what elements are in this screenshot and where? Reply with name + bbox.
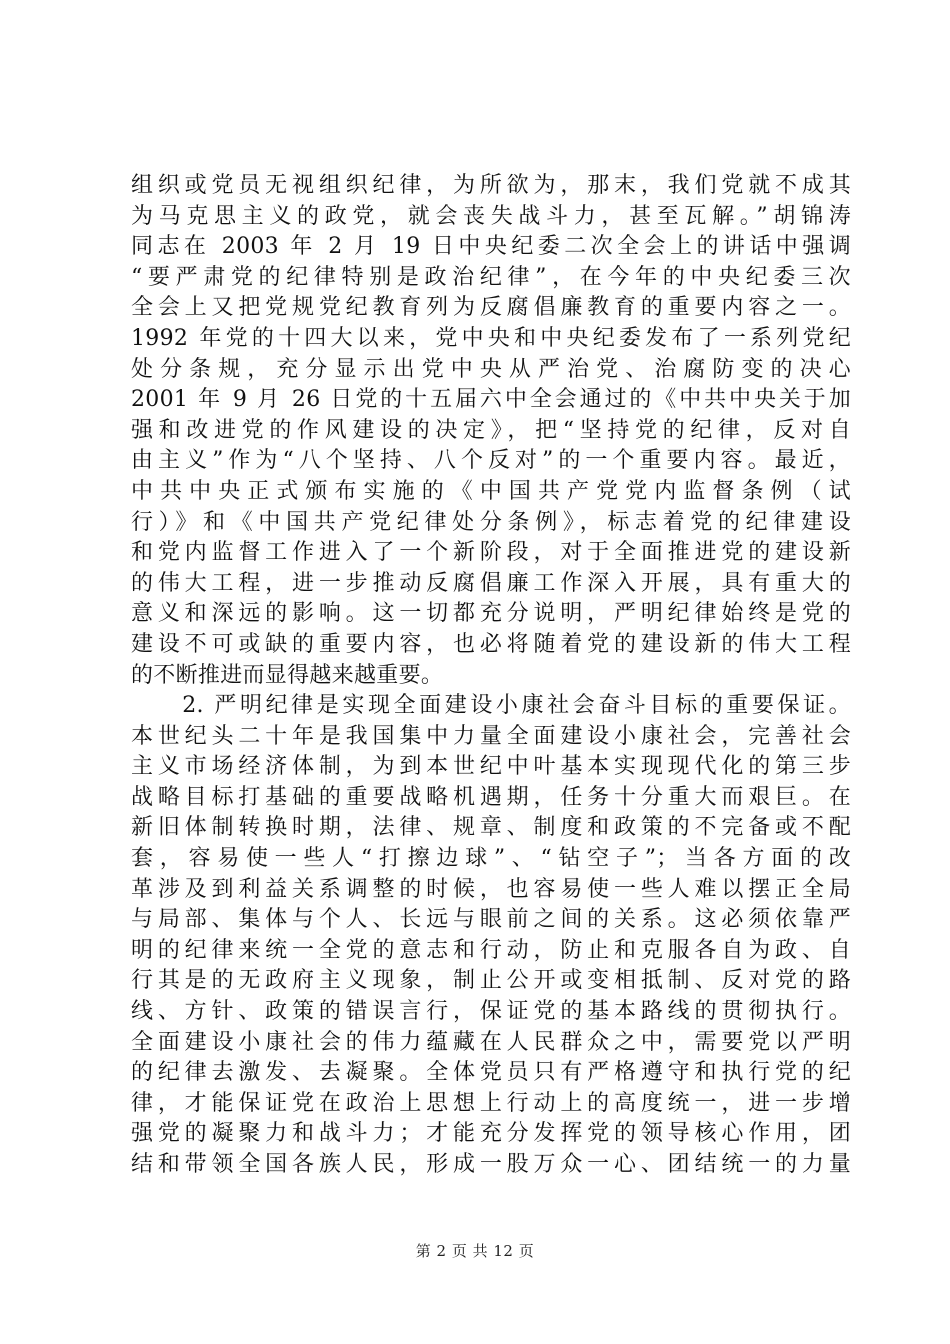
text-line: 战略目标打基础的重要战略机遇期，任务十分重大而艰巨。在 xyxy=(131,784,851,810)
text-line: 的伟大工程，进一步推动反腐倡廉工作深入开展，具有重大的 xyxy=(131,570,851,596)
text-line: 主义市场经济体制，为到本世纪中叶基本实现现代化的第三步 xyxy=(131,754,851,780)
text-line: 处分条规，充分显示出党中央从严治党、治腐防变的决心 xyxy=(131,356,851,382)
text-line: 建设不可或缺的重要内容，也必将随着党的建设新的伟大工程 xyxy=(131,631,851,657)
text-line: 本世纪头二十年是我国集中力量全面建设小康社会，完善社会 xyxy=(131,723,851,749)
text-line: 强党的凝聚力和战斗力；才能充分发挥党的领导核心作用，团 xyxy=(131,1121,851,1147)
text-line: 行）》和《中国共产党纪律处分条例》，标志着党的纪律建设 xyxy=(131,509,851,535)
text-line: 同志在 2003 年 2 月 19 日中央纪委二次全会上的讲话中强调 xyxy=(131,234,851,260)
text-line: 2001 年 9 月 26 日党的十五届六中全会通过的《中共中央关于加 xyxy=(131,387,851,413)
text-line: 和党内监督工作进入了一个新阶段，对于全面推进党的建设新 xyxy=(131,540,851,566)
text-line: 与局部、集体与个人、长远与眼前之间的关系。这必须依靠严 xyxy=(131,907,851,933)
text-line: 由主义”作为“八个坚持、八个反对”的一个重要内容。最近， xyxy=(131,448,851,474)
text-line: 行其是的无政府主义现象，制止公开或变相抵制、反对党的路 xyxy=(131,968,851,994)
body-text xyxy=(131,171,851,1181)
text-line: 律，才能保证党在政治上思想上行动上的高度统一，进一步增 xyxy=(131,1090,851,1116)
text-line: 为马克思主义的政党，就会丧失战斗力，甚至瓦解。”胡锦涛 xyxy=(131,203,851,229)
text-line: 新旧体制转换时期，法律、规章、制度和政策的不完备或不配 xyxy=(131,815,851,841)
text-line: 套，容易使一些人“打擦边球”、“钻空子”；当各方面的改 xyxy=(131,846,851,872)
text-line: 强和改进党的作风建设的决定》，把“坚持党的纪律，反对自 xyxy=(131,417,851,443)
text-line: 全会上又把党规党纪教育列为反腐倡廉教育的重要内容之一。 xyxy=(131,295,851,321)
text-line: 结和带领全国各族人民，形成一股万众一心、团结统一的力量 xyxy=(131,1152,851,1177)
text-line: 明的纪律来统一全党的意志和行动，防止和克服各自为政、自 xyxy=(131,937,851,963)
text-line: “要严肃党的纪律特别是政治纪律”，在今年的中央纪委三次 xyxy=(131,264,851,290)
page-number-footer: 第 2 页 共 12 页 xyxy=(415,1242,535,1260)
text-line: 线、方针、政策的错误言行，保证党的基本路线的贯彻执行。 xyxy=(131,999,851,1025)
text-line: 中共中央正式颁布实施的《中国共产党党内监督条例（试 xyxy=(131,478,851,504)
text-line: 组织或党员无视组织纪律，为所欲为，那末，我们党就不成其 xyxy=(131,173,851,198)
text-line: 革涉及到利益关系调整的时候，也容易使一些人难以摆正全局 xyxy=(131,876,851,902)
text-line: 意义和深远的影响。这一切都充分说明，严明纪律始终是党的 xyxy=(131,601,851,627)
text-line: 1992 年党的十四大以来，党中央和中央纪委发布了一系列党纪 xyxy=(131,325,851,351)
text-line: 的纪律去激发、去凝聚。全体党员只有严格遵守和执行党的纪 xyxy=(131,1060,851,1086)
text-line: 全面建设小康社会的伟力蕴藏在人民群众之中，需要党以严明 xyxy=(131,1029,851,1055)
text-line: 的不断推进而显得越来越重要。 xyxy=(131,662,444,688)
text-line: 2. 严明纪律是实现全面建设小康社会奋斗目标的重要保证。 xyxy=(131,693,851,719)
